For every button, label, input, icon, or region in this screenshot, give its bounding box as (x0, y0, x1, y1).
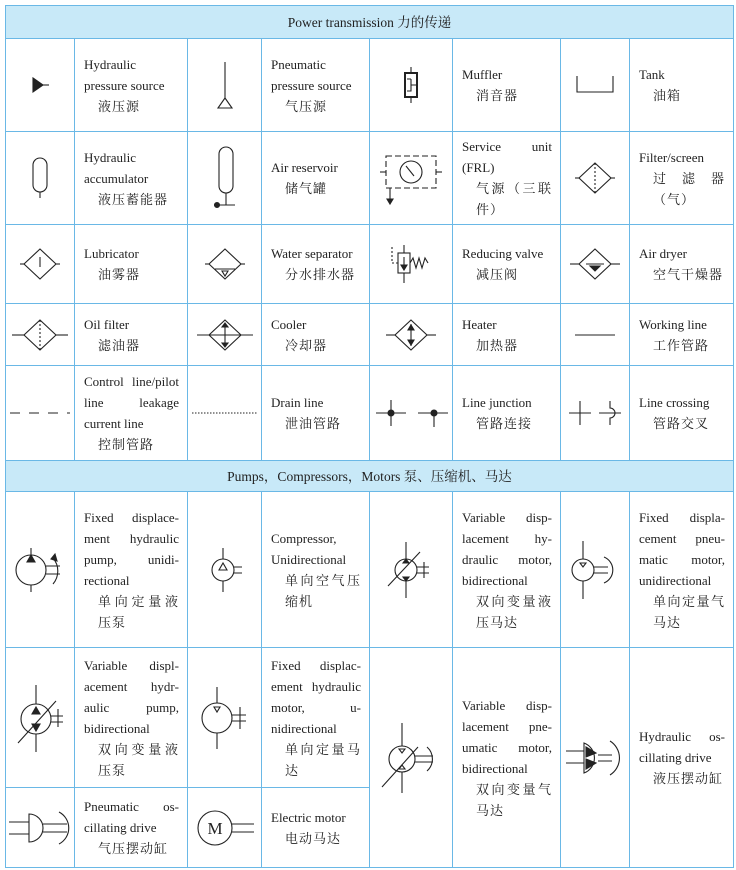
symbol-description: Working line 工作管路 (630, 304, 734, 366)
symbol-description: Cooler 冷却器 (262, 304, 370, 366)
symbol-description: Drain line 泄油管路 (262, 366, 370, 461)
variable-pneumatic-motor-icon (370, 648, 453, 868)
symbol-description: Oil filter 滤油器 (75, 304, 188, 366)
symbol-description: Pneumatic oscillating drive 气压摆动缸 (75, 788, 188, 868)
drain-line-icon (188, 366, 262, 461)
symbol-description: Pneumatic pressure source 气压源 (262, 39, 370, 132)
symbol-description: Line crossing 管路交叉 (630, 366, 734, 461)
symbol-description: Air reservoir 储气罐 (262, 132, 370, 225)
symbol-description: Heater 加热器 (453, 304, 561, 366)
section-header: Power transmission 力的传递 (6, 6, 734, 39)
reducing-valve-icon (370, 225, 453, 304)
water-separator-icon (188, 225, 262, 304)
symbol-description: Control line/pilot line leakage current line 控制管路 (75, 366, 188, 461)
electric-motor-icon (188, 788, 262, 868)
heater-icon (370, 304, 453, 366)
symbol-description: Filter/screen 过滤器（气） (630, 132, 734, 225)
symbol-description: Fixed displacement hydraulic motor, unidirectional 单向定量马达 (262, 648, 370, 788)
accumulator-icon (6, 132, 75, 225)
symbol-description: Hydraulic oscillating drive 液压摆动缸 (630, 648, 734, 868)
symbol-description: Line junction 管路连接 (453, 366, 561, 461)
symbol-description: Tank 油箱 (630, 39, 734, 132)
symbol-description: Variable displacement hydraulic motor, bidirectional 双向变量液压马达 (453, 492, 561, 648)
symbol-description: Hydraulic accumulator 液压蓄能器 (75, 132, 188, 225)
pneumatic-oscillating-icon (6, 788, 75, 868)
service-unit-icon (370, 132, 453, 225)
air-reservoir-icon (188, 132, 262, 225)
symbol-description: Reducing valve 减压阀 (453, 225, 561, 304)
air-dryer-icon (561, 225, 630, 304)
lubricator-icon (6, 225, 75, 304)
svg-text:M: M (206, 818, 223, 838)
symbol-description: Variable displacement pneumatic motor, bidirectional 双向变量气马达 (453, 648, 561, 868)
section-header: Pumps，Compressors，Motors 泵、压缩机、马达 (6, 461, 734, 492)
symbol-description: Service unit (FRL) 气源（三联件） (453, 132, 561, 225)
pneumatic-source-icon (188, 39, 262, 132)
control-line-icon (6, 366, 75, 461)
symbol-description: Air dryer 空气干燥器 (630, 225, 734, 304)
cooler-icon (188, 304, 262, 366)
fixed-pump-icon (6, 492, 75, 648)
pneumatic-motor-icon (561, 492, 630, 648)
symbol-description: Variable displacement hydraulic pump, bidirectional 双向变量液压泵 (75, 648, 188, 788)
variable-pump-icon (6, 648, 75, 788)
hydraulic-source-icon (6, 39, 75, 132)
symbol-description: Fixed displacement pneumatic motor, unidirectional 单向定量气马达 (630, 492, 734, 648)
compressor-icon (188, 492, 262, 648)
tank-icon (561, 39, 630, 132)
muffler-icon (370, 39, 453, 132)
working-line-icon (561, 304, 630, 366)
symbol-description: Lubricator 油雾器 (75, 225, 188, 304)
symbol-description: Water separator 分水排水器 (262, 225, 370, 304)
variable-motor-icon (370, 492, 453, 648)
hydraulic-oscillating-icon (561, 648, 630, 868)
oil-filter-icon (6, 304, 75, 366)
symbol-description: Compressor, Unidirectional 单向空气压缩机 (262, 492, 370, 648)
symbol-description: Hydraulic pressure source 液压源 (75, 39, 188, 132)
line-crossing-icon (561, 366, 630, 461)
line-junction-icon (370, 366, 453, 461)
fixed-motor-icon (188, 648, 262, 788)
symbol-description: Electric motor 电动马达 (262, 788, 370, 868)
symbol-description: Fixed displacement hydraulic pump, unidirectional 单向定量液压泵 (75, 492, 188, 648)
filter-icon (561, 132, 630, 225)
symbol-table (5, 5, 734, 868)
symbol-description: Muffler 消音器 (453, 39, 561, 132)
